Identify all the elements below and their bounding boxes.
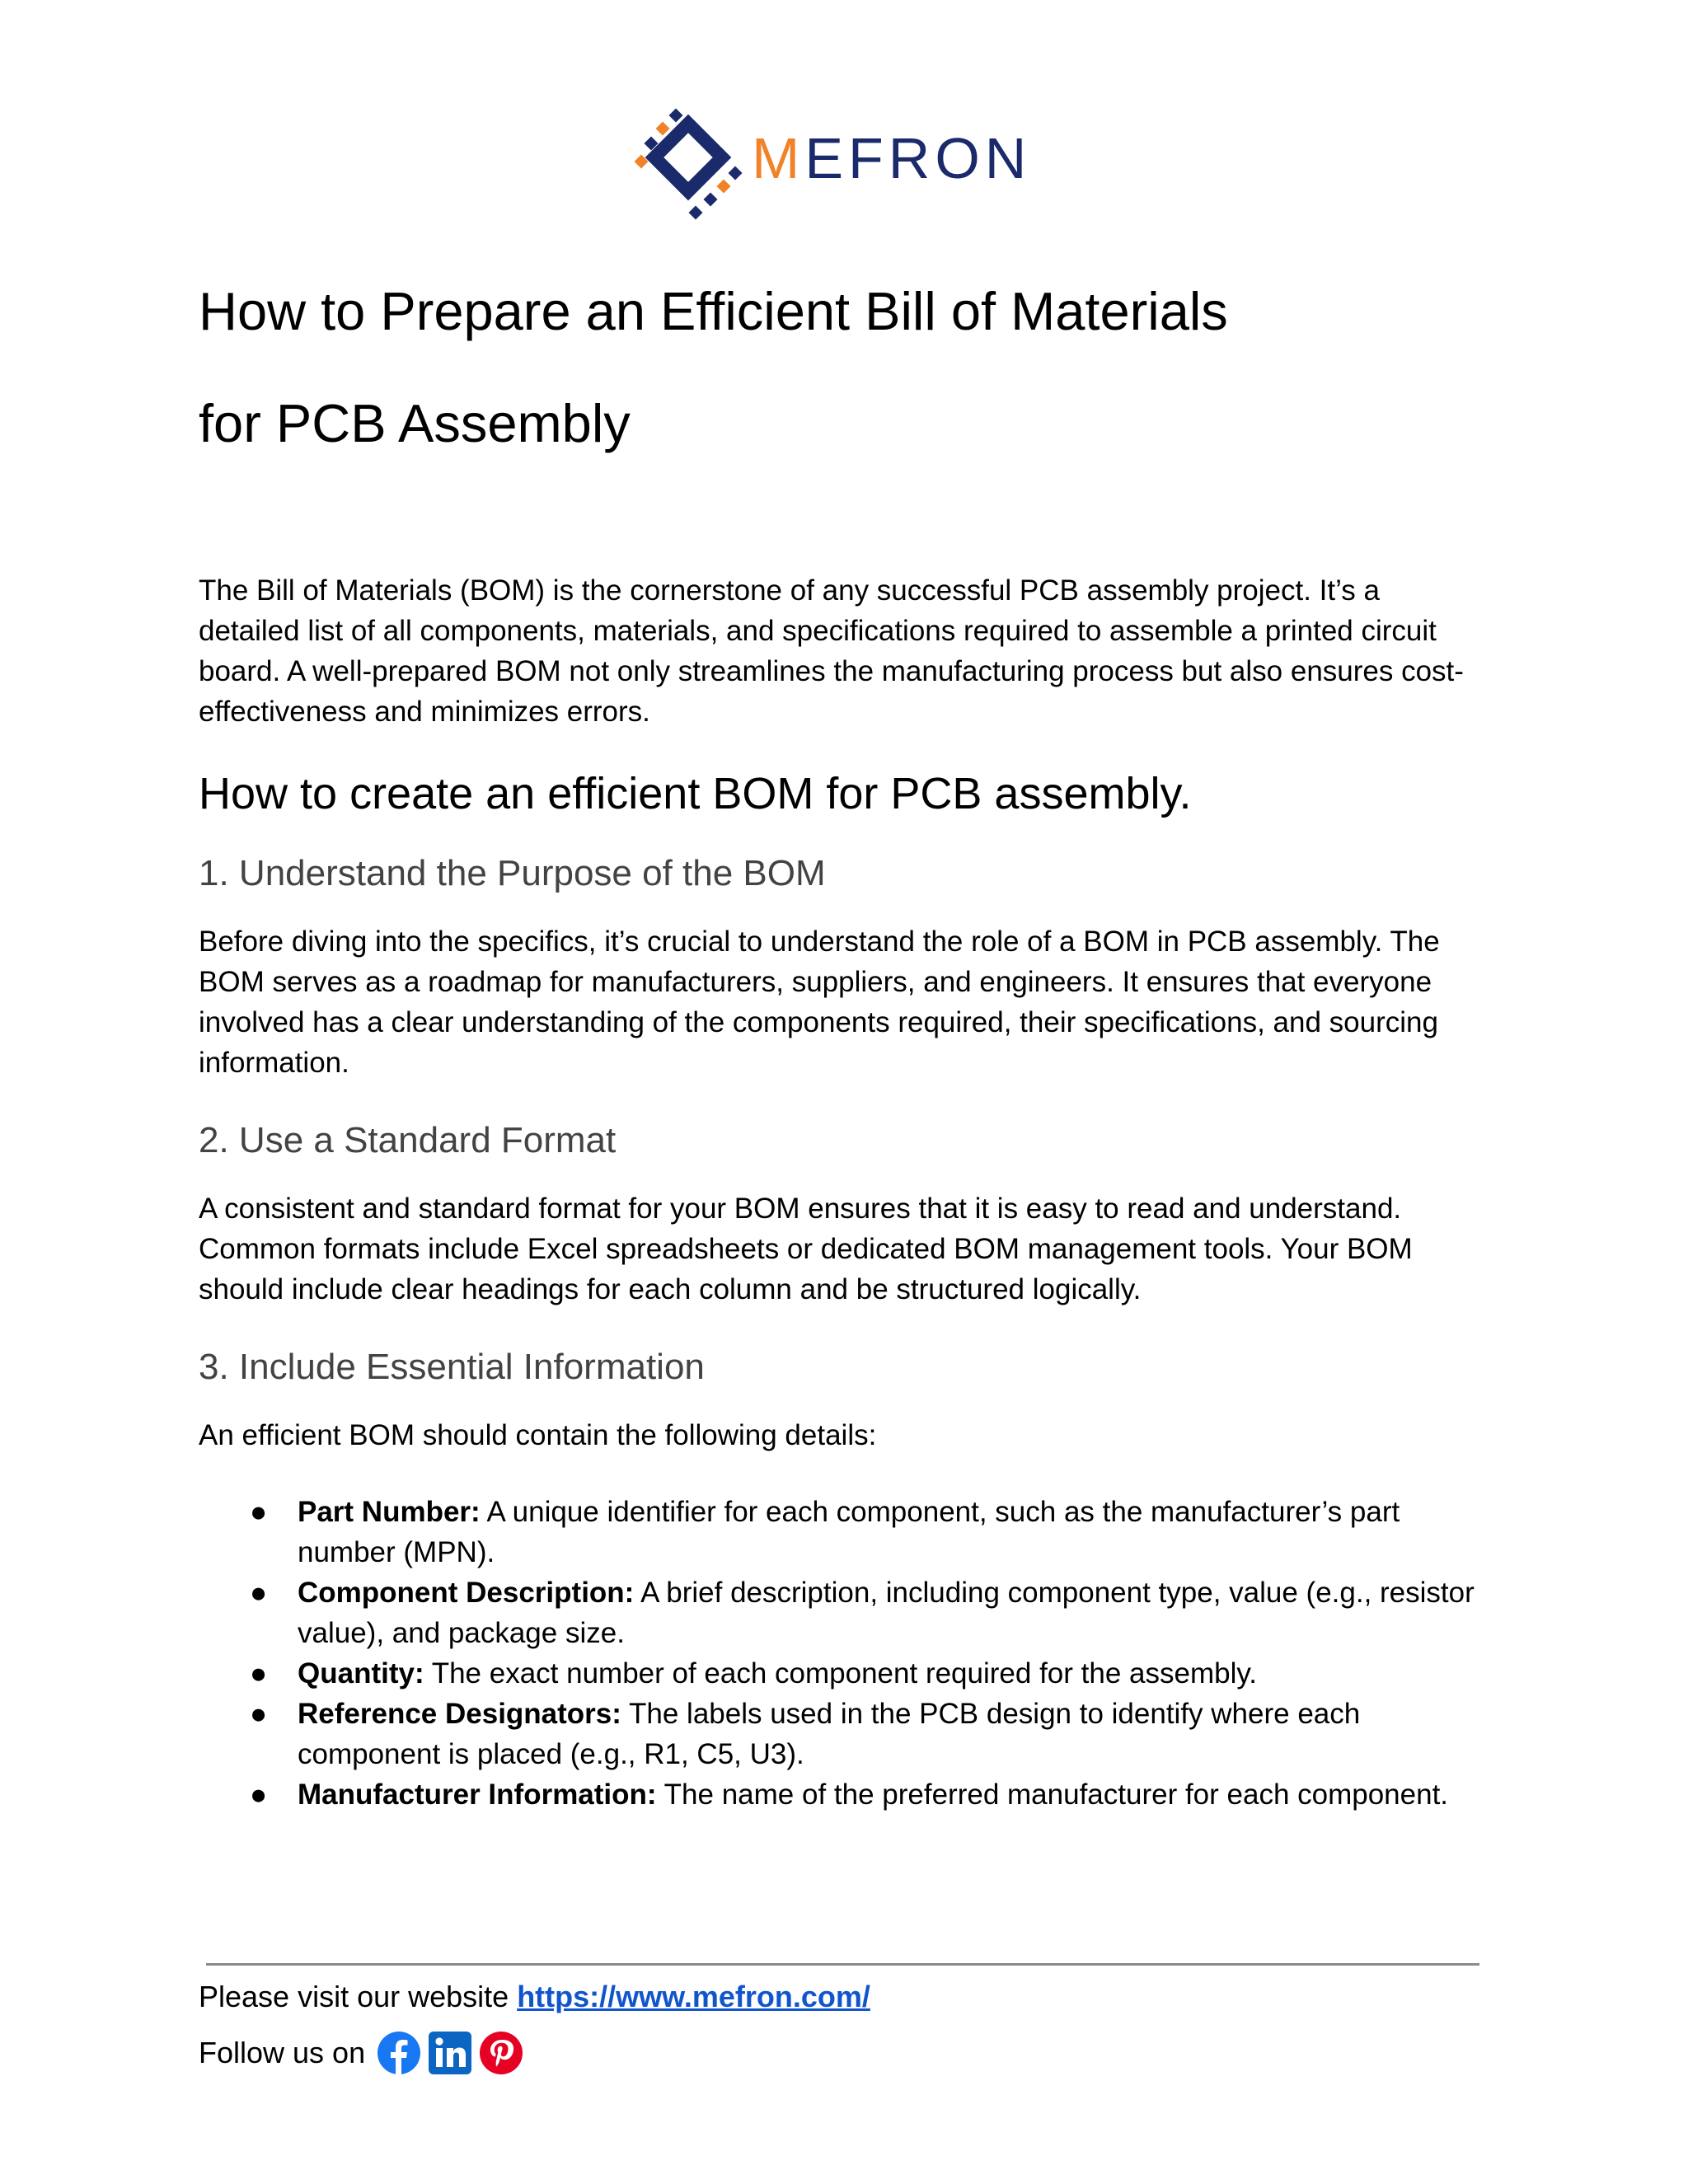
title-line-2: for PCB Assembly: [199, 393, 631, 453]
list-item: [250, 1653, 1484, 1694]
bullet-icon: ●: [250, 1496, 268, 1528]
list-term: Manufacturer Information:: [298, 1779, 657, 1811]
section-2-body: A consistent and standard format for your BOM ensures that it is easy to read and understand. Common formats include Excel spreadsheets or dedicated BOM management tools. Your BOM should include clear headings for each column and be structured logically.: [199, 1193, 1413, 1305]
visit-text: Please visit our website: [199, 1980, 518, 2013]
website-link[interactable]: https://www.mefron.com/: [517, 1980, 870, 2013]
list-text: A unique identifier for each component, such as the manufacturer’s part number (MPN).: [298, 1496, 1400, 1568]
list-item: [250, 1572, 1484, 1653]
linkedin-icon[interactable]: [428, 2031, 472, 2075]
follow-line: [199, 2031, 1484, 2075]
website-line: [199, 1976, 1484, 2018]
list-text: The name of the preferred manufacturer for each component.: [656, 1779, 1449, 1811]
list-text: The exact number of each component required for the assembly.: [424, 1657, 1257, 1690]
list-text: A brief description, including component type, value (e.g., resistor value), and package size.: [298, 1577, 1475, 1649]
title-line-1: How to Prepare an Efficient Bill of Materials: [199, 281, 1228, 341]
article: [199, 255, 1484, 1815]
subheading: How to create an efficient BOM for PCB assembly.: [199, 769, 1192, 818]
section-1-body: Before diving into the specifics, it’s crucial to understand the role of a BOM in PCB assembly. The BOM serves as a roadmap for manufacturers, suppliers, and engineers. It ensures that everyone involved has a clear understanding of the components required, their specifications, and sourcing information.: [199, 926, 1440, 1079]
section-2-heading: 2. Use a Standard Format: [199, 1120, 617, 1160]
mefron-logo: [630, 99, 1058, 223]
bullet-icon: ●: [250, 1577, 268, 1609]
list-item: [250, 1694, 1484, 1774]
list-text: The labels used in the PCB design to identify where each component is placed (e.g., R1, C5, U3).: [298, 1698, 1361, 1770]
list-term: Component Description:: [298, 1577, 635, 1609]
facebook-icon[interactable]: [377, 2031, 421, 2075]
section-3-heading: 3. Include Essential Information: [199, 1347, 705, 1387]
footer: [199, 1976, 1484, 2075]
bullet-icon: ●: [250, 1657, 268, 1690]
list-item: [250, 1774, 1484, 1815]
logo-wordmark: MEFRON: [752, 126, 1032, 190]
section-3-body: An efficient BOM should contain the following details:: [199, 1419, 877, 1451]
list-term: Part Number:: [298, 1496, 481, 1528]
bullet-icon: ●: [250, 1698, 268, 1730]
list-item: [250, 1492, 1484, 1572]
logo-mark-icon: [635, 109, 743, 220]
header-logo: [0, 99, 1688, 223]
social-links: [377, 2031, 523, 2075]
section-1-heading: 1. Understand the Purpose of the BOM: [199, 853, 826, 893]
list-term: Quantity:: [298, 1657, 424, 1690]
footer-divider: [206, 1963, 1479, 1966]
bullet-icon: ●: [250, 1779, 268, 1811]
pinterest-icon[interactable]: [479, 2031, 523, 2075]
bom-details-list: [199, 1492, 1484, 1815]
intro-paragraph: The Bill of Materials (BOM) is the cornerstone of any successful PCB assembly project. It’s a detailed list of all components, materials, and specifications required to assemble a printed circuit board. A well-prepared BOM not only streamlines the manufacturing process but also ensures cost-effectiveness and minimizes errors.: [199, 574, 1464, 728]
list-term: Reference Designators:: [298, 1698, 621, 1730]
follow-text: Follow us on: [199, 2036, 366, 2069]
page-title: [199, 255, 1484, 480]
